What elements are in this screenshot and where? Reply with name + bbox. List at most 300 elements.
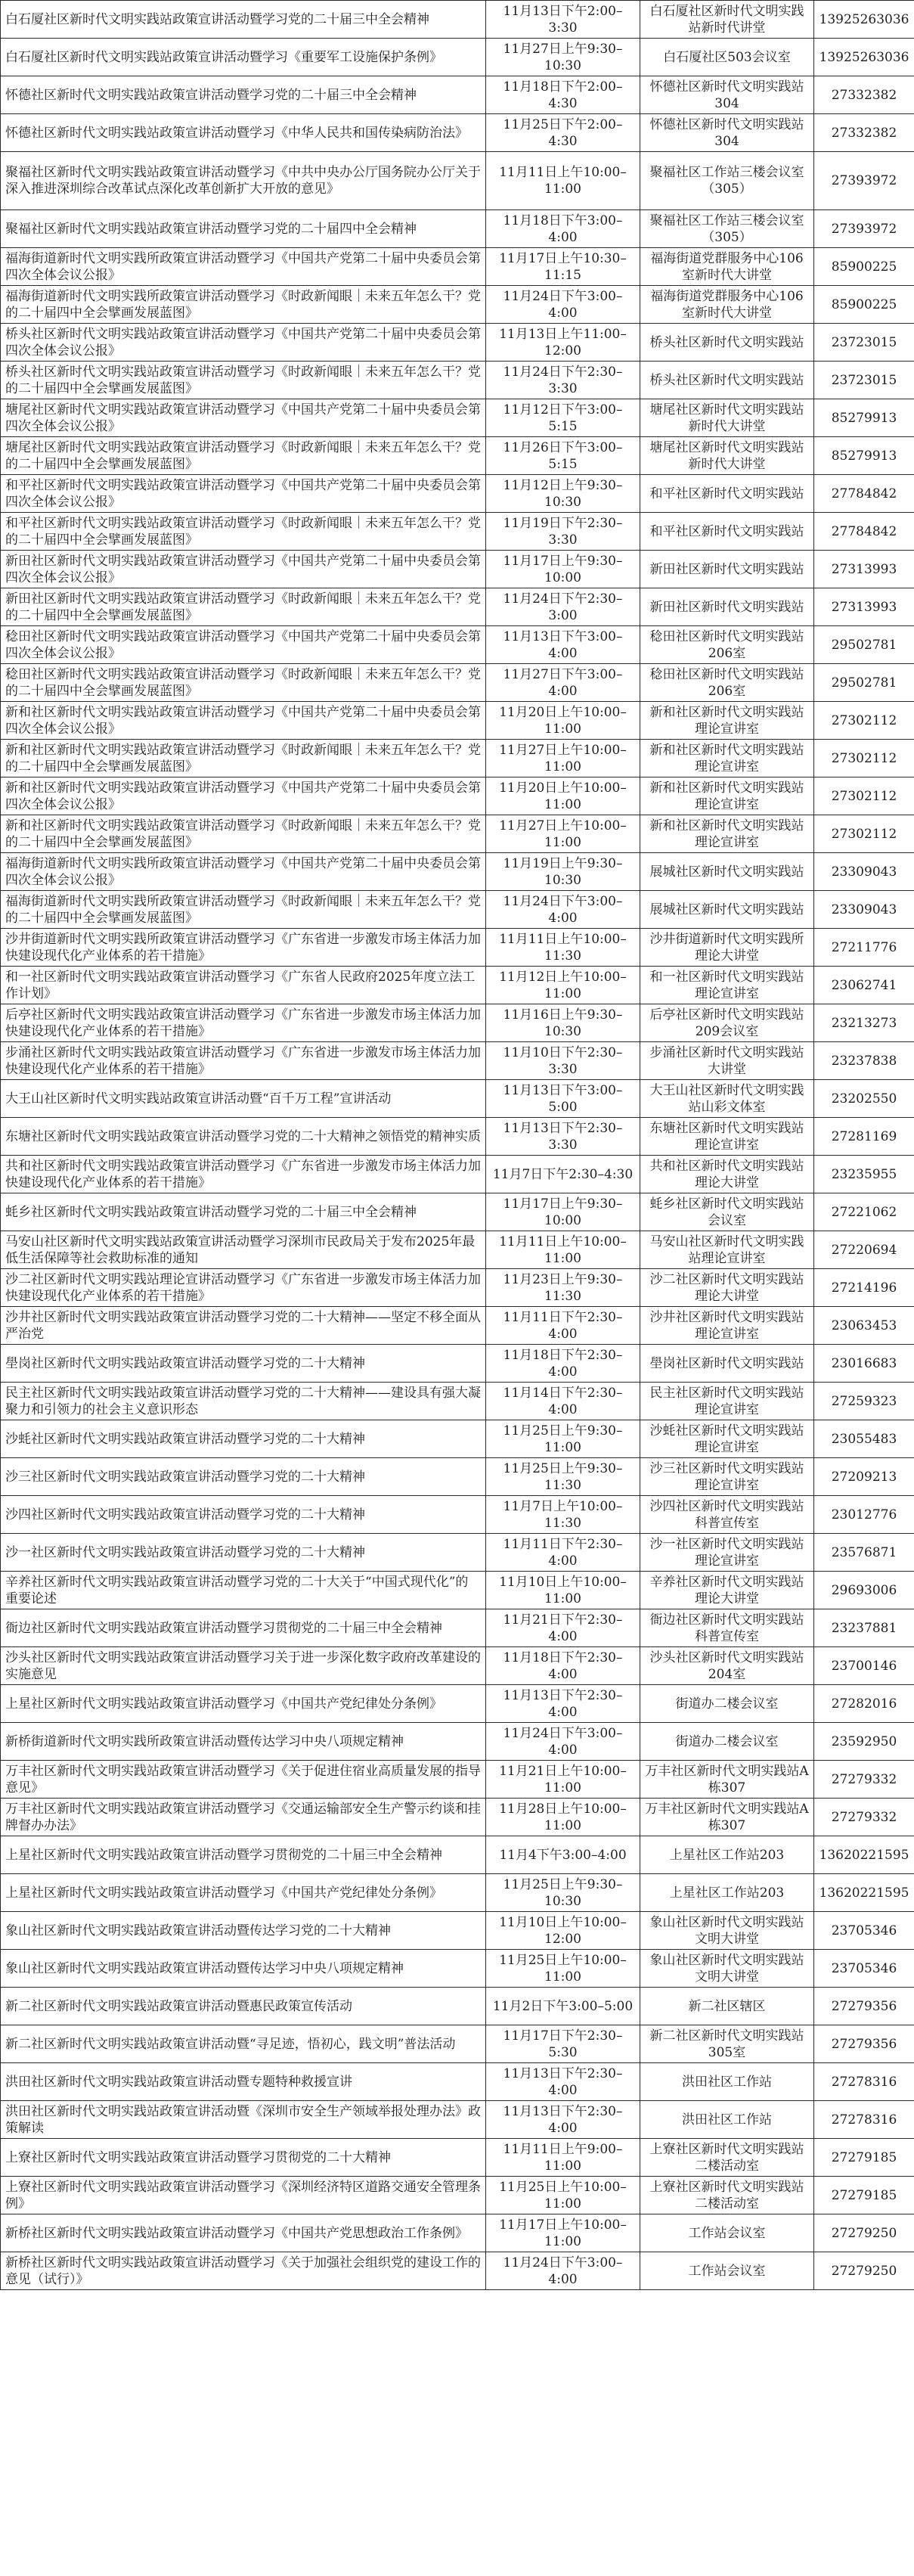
table-row	[1, 1647, 914, 1685]
activity-topic: 上星社区新时代文明实践站政策宣讲活动暨学习贯彻党的二十届三中全会精神	[1, 1836, 486, 1874]
table-row	[1, 1761, 914, 1799]
activity-time: 11月23日上午9:30–11:30	[486, 1269, 640, 1307]
activity-time: 11月7日上午10:00–11:30	[486, 1496, 640, 1534]
activity-venue: 沙蚝社区新时代文明实践站理论宣讲室	[640, 1420, 814, 1458]
activity-topic: 新和社区新时代文明实践站政策宣讲活动暨学习《中国共产党第二十届中央委员会第四次全体会议公报》	[1, 702, 486, 740]
activity-venue: 民主社区新时代文明实践站理论宣讲室	[640, 1383, 814, 1420]
activity-topic: 新桥街道新时代文明实践所政策宣讲活动暨传达学习中央八项规定精神	[1, 1723, 486, 1761]
activity-venue: 白石厦社区503会议室	[640, 39, 814, 76]
activity-time: 11月13日下午3:00–5:00	[486, 1080, 640, 1118]
activity-venue: 怀德社区新时代文明实践站304	[640, 114, 814, 152]
activity-topic: 上寮社区新时代文明实践站政策宣讲活动暨学习《深圳经济特区道路交通安全管理条例》	[1, 2177, 486, 2214]
activity-time: 11月10日上午10:00–11:00	[486, 1572, 640, 1609]
table-row	[1, 1307, 914, 1345]
activity-venue: 和平社区新时代文明实践站	[640, 513, 814, 551]
contact-phone: 13620221595	[814, 1874, 914, 1912]
activity-time: 11月17日上午10:30–11:15	[486, 248, 640, 286]
contact-phone: 23723015	[814, 362, 914, 399]
table-row	[1, 588, 914, 626]
table-row	[1, 248, 914, 286]
activity-venue: 白石厦社区新时代文明实践站新时代讲堂	[640, 1, 814, 39]
activity-venue: 桥头社区新时代文明实践站	[640, 362, 814, 399]
activity-topic: 桥头社区新时代文明实践站政策宣讲活动暨学习《中国共产党第二十届中央委员会第四次全体会议公报》	[1, 324, 486, 362]
table-row	[1, 1193, 914, 1231]
activity-time: 11月13日下午2:30–4:00	[486, 1685, 640, 1723]
contact-phone: 23063453	[814, 1307, 914, 1345]
activity-topic: 壆岗社区新时代文明实践站政策宣讲活动暨学习党的二十大精神	[1, 1345, 486, 1383]
activity-topic: 新和社区新时代文明实践站政策宣讲活动暨学习《时政新闻眼｜未来五年怎么干？党的二十届四中全会擘画发展蓝图》	[1, 740, 486, 777]
table-row	[1, 1988, 914, 2025]
activity-topic: 万丰社区新时代文明实践站政策宣讲活动暨学习《交通运输部安全生产警示约谈和挂牌督办办法》	[1, 1799, 486, 1836]
activity-venue: 塘尾社区新时代文明实践站新时代大讲堂	[640, 437, 814, 475]
activity-venue: 上寮社区新时代文明实践站二楼活动室	[640, 2177, 814, 2214]
contact-phone: 27332382	[814, 76, 914, 114]
activity-time: 11月25日上午10:00–11:00	[486, 2177, 640, 2214]
table-row	[1, 1685, 914, 1723]
activity-topic: 稔田社区新时代文明实践站政策宣讲活动暨学习《时政新闻眼｜未来五年怎么干？党的二十届四中全会擘画发展蓝图》	[1, 664, 486, 702]
contact-phone: 27784842	[814, 475, 914, 513]
activity-time: 11月11日上午10:00–11:00	[486, 152, 640, 210]
contact-phone: 23213273	[814, 1004, 914, 1042]
activity-time: 11月21日下午2:30–4:00	[486, 1609, 640, 1647]
activity-venue: 衙边社区新时代文明实践站科普宣传室	[640, 1609, 814, 1647]
activity-venue: 新和社区新时代文明实践站理论宣讲室	[640, 702, 814, 740]
activity-topic: 洪田社区新时代文明实践站政策宣讲活动暨《深圳市安全生产领域举报处理办法》政策解读	[1, 2101, 486, 2139]
table-row	[1, 437, 914, 475]
activity-venue: 东塘社区新时代文明实践站理论宣讲室	[640, 1118, 814, 1156]
table-row	[1, 76, 914, 114]
activity-topic: 沙三社区新时代文明实践站政策宣讲活动暨学习党的二十大精神	[1, 1458, 486, 1496]
contact-phone: 23723015	[814, 324, 914, 362]
contact-phone: 23592950	[814, 1723, 914, 1761]
table-row	[1, 551, 914, 588]
activity-time: 11月11日上午10:00–11:00	[486, 1231, 640, 1269]
activity-topic: 新和社区新时代文明实践站政策宣讲活动暨学习《时政新闻眼｜未来五年怎么干？党的二十届四中全会擘画发展蓝图》	[1, 815, 486, 853]
contact-phone: 85900225	[814, 286, 914, 324]
activity-time: 11月24日下午3:00–4:00	[486, 1723, 640, 1761]
activity-venue: 新二社区新时代文明实践站305室	[640, 2025, 814, 2063]
table-row	[1, 1383, 914, 1420]
contact-phone: 85279913	[814, 437, 914, 475]
activity-time: 11月21日上午10:00–11:00	[486, 1761, 640, 1799]
activity-venue: 马安山社区新时代文明实践站理论宣讲室	[640, 1231, 814, 1269]
contact-phone: 27313993	[814, 588, 914, 626]
contact-phone: 27393972	[814, 152, 914, 210]
table-row	[1, 1231, 914, 1269]
activity-venue: 塘尾社区新时代文明实践站新时代大讲堂	[640, 399, 814, 437]
table-row	[1, 2214, 914, 2252]
activity-venue: 万丰社区新时代文明实践站A栋307	[640, 1761, 814, 1799]
activity-venue: 新田社区新时代文明实践站	[640, 588, 814, 626]
contact-phone: 29693006	[814, 1572, 914, 1609]
activity-topic: 福海街道新时代文明实践所政策宣讲活动暨学习《时政新闻眼｜未来五年怎么干？党的二十届四中全会擘画发展蓝图》	[1, 891, 486, 929]
contact-phone: 27259323	[814, 1383, 914, 1420]
activity-topic: 沙二社区新时代文明实践站理论宣讲活动暨学习《广东省进一步激发市场主体活力加快建设现代化产业体系的若干措施》	[1, 1269, 486, 1307]
activity-time: 11月13日下午2:30–4:00	[486, 2101, 640, 2139]
activity-topic: 和一社区新时代文明实践站政策宣讲活动暨学习《广东省人民政府2025年度立法工作计划》	[1, 967, 486, 1004]
activity-venue: 沙头社区新时代文明实践站204室	[640, 1647, 814, 1685]
table-row	[1, 114, 914, 152]
activity-topic: 福海街道新时代文明实践所政策宣讲活动暨学习《中国共产党第二十届中央委员会第四次全体会议公报》	[1, 248, 486, 286]
contact-phone: 13925263036	[814, 1, 914, 39]
table-row	[1, 2139, 914, 2177]
table-row	[1, 1156, 914, 1193]
activity-topic: 步涌社区新时代文明实践站政策宣讲活动暨学习《广东省进一步激发市场主体活力加快建设现代化产业体系的若干措施》	[1, 1042, 486, 1080]
contact-phone: 27393972	[814, 210, 914, 248]
activity-venue: 沙井社区新时代文明实践站理论宣讲室	[640, 1307, 814, 1345]
contact-phone: 85279913	[814, 399, 914, 437]
contact-phone: 23235955	[814, 1156, 914, 1193]
activity-time: 11月13日下午3:00–4:00	[486, 626, 640, 664]
activity-topic: 怀德社区新时代文明实践站政策宣讲活动暨学习党的二十届三中全会精神	[1, 76, 486, 114]
table-row	[1, 2025, 914, 2063]
contact-phone: 27332382	[814, 114, 914, 152]
activity-topic: 塘尾社区新时代文明实践站政策宣讲活动暨学习《时政新闻眼｜未来五年怎么干？党的二十届四中全会擘画发展蓝图》	[1, 437, 486, 475]
activity-time: 11月17日下午2:30–5:30	[486, 2025, 640, 2063]
table-row	[1, 1836, 914, 1874]
activity-time: 11月17日上午9:30–10:00	[486, 551, 640, 588]
contact-phone: 13925263036	[814, 39, 914, 76]
contact-phone: 27302112	[814, 702, 914, 740]
table-row	[1, 891, 914, 929]
activity-topic: 后亭社区新时代文明实践站政策宣讲活动暨学习《广东省进一步激发市场主体活力加快建设现代化产业体系的若干措施》	[1, 1004, 486, 1042]
activity-venue: 后亭社区新时代文明实践站209会议室	[640, 1004, 814, 1042]
activity-topic: 民主社区新时代文明实践站政策宣讲活动暨学习党的二十大精神——建设具有强大凝聚力和引领力的社会主义意识形态	[1, 1383, 486, 1420]
activity-venue: 展城社区新时代文明实践站	[640, 853, 814, 891]
contact-phone: 27784842	[814, 513, 914, 551]
activity-time: 11月13日下午2:00–3:30	[486, 1, 640, 39]
activity-venue: 聚福社区工作站三楼会议室（305）	[640, 152, 814, 210]
activity-time: 11月24日下午2:30–3:30	[486, 362, 640, 399]
table-row	[1, 1269, 914, 1307]
table-row	[1, 286, 914, 324]
activity-venue: 街道办二楼会议室	[640, 1723, 814, 1761]
table-row	[1, 1572, 914, 1609]
contact-phone: 23012776	[814, 1496, 914, 1534]
table-row	[1, 152, 914, 210]
activity-topic: 上星社区新时代文明实践站政策宣讲活动暨学习《中国共产党纪律处分条例》	[1, 1685, 486, 1723]
activity-topic: 马安山社区新时代文明实践站政策宣讲活动暨学习深圳市民政局关于发布2025年最低生活保障等社会救助标准的通知	[1, 1231, 486, 1269]
contact-phone: 29502781	[814, 664, 914, 702]
activity-venue: 沙三社区新时代文明实践站理论宣讲室	[640, 1458, 814, 1496]
activity-venue: 洪田社区工作站	[640, 2101, 814, 2139]
activity-venue: 聚福社区工作站三楼会议室（305）	[640, 210, 814, 248]
activity-topic: 和平社区新时代文明实践站政策宣讲活动暨学习《中国共产党第二十届中央委员会第四次全体会议公报》	[1, 475, 486, 513]
activity-topic: 聚福社区新时代文明实践站政策宣讲活动暨学习《中共中央办公厅国务院办公厅关于深入推进深圳综合改革试点深化改革创新扩大开放的意见》	[1, 152, 486, 210]
activity-venue: 展城社区新时代文明实践站	[640, 891, 814, 929]
activity-topic: 聚福社区新时代文明实践站政策宣讲活动暨学习党的二十届四中全会精神	[1, 210, 486, 248]
table-row	[1, 1420, 914, 1458]
activity-time: 11月12日上午10:00–11:00	[486, 967, 640, 1004]
contact-phone: 23705346	[814, 1912, 914, 1950]
activity-time: 11月13日下午2:30–3:30	[486, 1118, 640, 1156]
activity-time: 11月20日上午10:00–11:00	[486, 702, 640, 740]
table-row	[1, 1042, 914, 1080]
activity-topic: 沙四社区新时代文明实践站政策宣讲活动暨学习党的二十大精神	[1, 1496, 486, 1534]
activity-time: 11月11日下午2:30–4:00	[486, 1534, 640, 1572]
activity-time: 11月18日下午2:00–4:30	[486, 76, 640, 114]
activity-time: 11月27日上午10:00–11:00	[486, 740, 640, 777]
contact-phone: 27279332	[814, 1761, 914, 1799]
activity-topic: 象山社区新时代文明实践站政策宣讲活动暨传达学习党的二十大精神	[1, 1912, 486, 1950]
table-row	[1, 1874, 914, 1912]
activity-topic: 蚝乡社区新时代文明实践站政策宣讲活动暨学习党的二十届三中全会精神	[1, 1193, 486, 1231]
contact-phone: 23202550	[814, 1080, 914, 1118]
activity-venue: 万丰社区新时代文明实践站A栋307	[640, 1799, 814, 1836]
activity-topic: 塘尾社区新时代文明实践站政策宣讲活动暨学习《中国共产党第二十届中央委员会第四次全体会议公报》	[1, 399, 486, 437]
contact-phone: 27302112	[814, 815, 914, 853]
activity-venue: 稔田社区新时代文明实践站206室	[640, 664, 814, 702]
activity-topic: 大王山社区新时代文明实践站政策宣讲活动暨“百千万工程”宣讲活动	[1, 1080, 486, 1118]
activity-time: 11月13日下午2:30–4:00	[486, 2063, 640, 2101]
activity-time: 11月28日上午10:00–11:00	[486, 1799, 640, 1836]
activity-venue: 工作站会议室	[640, 2214, 814, 2252]
contact-phone: 27278316	[814, 2101, 914, 2139]
activity-venue: 福海街道党群服务中心106室新时代大讲堂	[640, 248, 814, 286]
activity-time: 11月18日下午2:30–4:00	[486, 1647, 640, 1685]
activity-venue: 步涌社区新时代文明实践站大讲堂	[640, 1042, 814, 1080]
activity-venue: 共和社区新时代文明实践站理论大讲堂	[640, 1156, 814, 1193]
contact-phone: 23062741	[814, 967, 914, 1004]
contact-phone: 27279356	[814, 1988, 914, 2025]
contact-phone: 27302112	[814, 777, 914, 815]
table-row	[1, 2252, 914, 2290]
contact-phone: 27278316	[814, 2063, 914, 2101]
contact-phone: 27214196	[814, 1269, 914, 1307]
activity-venue: 洪田社区工作站	[640, 2063, 814, 2101]
activity-time: 11月4下午3:00–4:00	[486, 1836, 640, 1874]
contact-phone: 23055483	[814, 1420, 914, 1458]
activity-topic: 新和社区新时代文明实践站政策宣讲活动暨学习《中国共产党第二十届中央委员会第四次全体会议公报》	[1, 777, 486, 815]
table-row	[1, 2063, 914, 2101]
activity-venue: 和一社区新时代文明实践站理论宣讲室	[640, 967, 814, 1004]
activity-topic: 白石厦社区新时代文明实践站政策宣讲活动暨学习《重要军工设施保护条例》	[1, 39, 486, 76]
table-row	[1, 1723, 914, 1761]
activity-time: 11月14日下午2:30–4:00	[486, 1383, 640, 1420]
activity-time: 11月11日上午9:00–11:00	[486, 2139, 640, 2177]
contact-phone: 23237881	[814, 1609, 914, 1647]
contact-phone: 23309043	[814, 891, 914, 929]
activity-topic: 沙井街道新时代文明实践所政策宣讲活动暨学习《广东省进一步激发市场主体活力加快建设现代化产业体系的若干措施》	[1, 929, 486, 967]
activity-venue: 福海街道党群服务中心106室新时代大讲堂	[640, 286, 814, 324]
contact-phone: 27279332	[814, 1799, 914, 1836]
table-row	[1, 777, 914, 815]
activity-time: 11月13日上午11:00–12:00	[486, 324, 640, 362]
contact-phone: 27313993	[814, 551, 914, 588]
activity-venue: 怀德社区新时代文明实践站304	[640, 76, 814, 114]
activity-time: 11月24日下午2:30–3:00	[486, 588, 640, 626]
table-row	[1, 1004, 914, 1042]
table-row	[1, 39, 914, 76]
contact-phone: 29502781	[814, 626, 914, 664]
contact-phone: 27282016	[814, 1685, 914, 1723]
activity-time: 11月17日上午9:30–10:00	[486, 1193, 640, 1231]
activity-time: 11月24日下午3:00–4:00	[486, 2252, 640, 2290]
activity-time: 11月27日下午3:00–4:00	[486, 664, 640, 702]
activity-topic: 辛养社区新时代文明实践站政策宣讲活动暨学习党的二十大关于“中国式现代化”的重要论述	[1, 1572, 486, 1609]
contact-phone: 27221062	[814, 1193, 914, 1231]
activity-topic: 沙井社区新时代文明实践站政策宣讲活动暨学习党的二十大精神——坚定不移全面从严治党	[1, 1307, 486, 1345]
table-row	[1, 362, 914, 399]
table-row	[1, 1609, 914, 1647]
activity-topic: 洪田社区新时代文明实践站政策宣讲活动暨专题特种救援宣讲	[1, 2063, 486, 2101]
activity-topic: 上寮社区新时代文明实践站政策宣讲活动暨学习贯彻党的二十大精神	[1, 2139, 486, 2177]
activity-venue: 壆岗社区新时代文明实践站	[640, 1345, 814, 1383]
contact-phone: 27209213	[814, 1458, 914, 1496]
contact-phone: 27279185	[814, 2177, 914, 2214]
activity-venue: 新和社区新时代文明实践站理论宣讲室	[640, 777, 814, 815]
activity-time: 11月11日下午2:30–4:00	[486, 1307, 640, 1345]
contact-phone: 23016683	[814, 1345, 914, 1383]
activity-time: 11月24日下午3:00–4:00	[486, 286, 640, 324]
activity-venue: 新二社区辖区	[640, 1988, 814, 2025]
activity-topic: 白石厦社区新时代文明实践站政策宣讲活动暨学习党的二十届三中全会精神	[1, 1, 486, 39]
contact-phone: 27281169	[814, 1118, 914, 1156]
activity-venue: 象山社区新时代文明实践站文明大讲堂	[640, 1912, 814, 1950]
activity-venue: 上星社区工作站203	[640, 1836, 814, 1874]
contact-phone: 27279250	[814, 2214, 914, 2252]
table-row	[1, 2101, 914, 2139]
activity-topic: 和平社区新时代文明实践站政策宣讲活动暨学习《时政新闻眼｜未来五年怎么干？党的二十届四中全会擘画发展蓝图》	[1, 513, 486, 551]
activity-time: 11月18日下午3:00–4:00	[486, 210, 640, 248]
activity-topic: 新二社区新时代文明实践站政策宣讲活动暨“寻足迹，悟初心，践文明”普法活动	[1, 2025, 486, 2063]
table-row	[1, 1080, 914, 1118]
activity-time: 11月11日上午10:00–11:30	[486, 929, 640, 967]
activity-venue: 沙四社区新时代文明实践站科普宣传室	[640, 1496, 814, 1534]
activity-topic: 福海街道新时代文明实践所政策宣讲活动暨学习《时政新闻眼｜未来五年怎么干？党的二十届四中全会擘画发展蓝图》	[1, 286, 486, 324]
activity-time: 11月25日上午9:30–11:00	[486, 1420, 640, 1458]
table-row	[1, 324, 914, 362]
activity-topic: 新桥社区新时代文明实践站政策宣讲活动暨学习《关于加强社会组织党的建设工作的意见（试行）》	[1, 2252, 486, 2290]
activity-topic: 桥头社区新时代文明实践站政策宣讲活动暨学习《时政新闻眼｜未来五年怎么干？党的二十届四中全会擘画发展蓝图》	[1, 362, 486, 399]
activity-time: 11月20日上午10:00–11:00	[486, 777, 640, 815]
activity-time: 11月27日上午9:30–10:30	[486, 39, 640, 76]
table-row	[1, 815, 914, 853]
activity-venue: 沙一社区新时代文明实践站理论宣讲室	[640, 1534, 814, 1572]
activity-topic: 怀德社区新时代文明实践站政策宣讲活动暨学习《中华人民共和国传染病防治法》	[1, 114, 486, 152]
activity-topic: 沙头社区新时代文明实践站政策宣讲活动暨学习关于进一步深化数字政府改革建设的实施意见	[1, 1647, 486, 1685]
activity-venue: 上星社区工作站203	[640, 1874, 814, 1912]
table-row	[1, 664, 914, 702]
table-row	[1, 1345, 914, 1383]
contact-phone: 23700146	[814, 1647, 914, 1685]
activity-time: 11月12日下午3:00–5:15	[486, 399, 640, 437]
activity-topic: 象山社区新时代文明实践站政策宣讲活动暨传达学习中央八项规定精神	[1, 1950, 486, 1988]
activity-topic: 新田社区新时代文明实践站政策宣讲活动暨学习《中国共产党第二十届中央委员会第四次全体会议公报》	[1, 551, 486, 588]
activity-venue: 工作站会议室	[640, 2252, 814, 2290]
contact-phone: 27211776	[814, 929, 914, 967]
activity-venue: 象山社区新时代文明实践站文明大讲堂	[640, 1950, 814, 1988]
activity-time: 11月26日下午3:00–5:15	[486, 437, 640, 475]
contact-phone: 23576871	[814, 1534, 914, 1572]
table-row	[1, 1950, 914, 1988]
activity-time: 11月17日上午10:00–11:00	[486, 2214, 640, 2252]
activity-time: 11月19日下午2:30–3:30	[486, 513, 640, 551]
table-row	[1, 1496, 914, 1534]
table-row	[1, 853, 914, 891]
activity-time: 11月19日上午9:30–10:30	[486, 853, 640, 891]
activity-topic: 共和社区新时代文明实践站政策宣讲活动暨学习《广东省进一步激发市场主体活力加快建设现代化产业体系的若干措施》	[1, 1156, 486, 1193]
activity-venue: 新田社区新时代文明实践站	[640, 551, 814, 588]
table-row	[1, 740, 914, 777]
activity-topic: 新田社区新时代文明实践站政策宣讲活动暨学习《时政新闻眼｜未来五年怎么干？党的二十届四中全会擘画发展蓝图》	[1, 588, 486, 626]
activity-venue: 新和社区新时代文明实践站理论宣讲室	[640, 740, 814, 777]
table-row	[1, 399, 914, 437]
contact-phone: 23309043	[814, 853, 914, 891]
table-row	[1, 967, 914, 1004]
activity-time: 11月24日下午3:00–4:00	[486, 891, 640, 929]
activity-venue: 辛养社区新时代文明实践站理论大讲堂	[640, 1572, 814, 1609]
contact-phone: 27279356	[814, 2025, 914, 2063]
activity-time: 11月27日上午10:00–11:00	[486, 815, 640, 853]
table-row	[1, 1118, 914, 1156]
activity-venue: 和平社区新时代文明实践站	[640, 475, 814, 513]
activity-time: 11月10日下午2:30–3:30	[486, 1042, 640, 1080]
table-row	[1, 1534, 914, 1572]
table-row	[1, 1912, 914, 1950]
activity-venue: 稔田社区新时代文明实践站206室	[640, 626, 814, 664]
activity-time: 11月25日上午9:30–11:30	[486, 1458, 640, 1496]
activity-venue: 沙井街道新时代文明实践所理论大讲堂	[640, 929, 814, 967]
contact-phone: 27279250	[814, 2252, 914, 2290]
activity-topic: 衙边社区新时代文明实践站政策宣讲活动暨学习贯彻党的二十届三中全会精神	[1, 1609, 486, 1647]
contact-phone: 23705346	[814, 1950, 914, 1988]
activity-venue: 蚝乡社区新时代文明实践站会议室	[640, 1193, 814, 1231]
table-row	[1, 702, 914, 740]
activity-time: 11月16日上午9:30–10:30	[486, 1004, 640, 1042]
activity-venue: 上寮社区新时代文明实践站二楼活动室	[640, 2139, 814, 2177]
activity-time: 11月2日下午3:00–5:00	[486, 1988, 640, 2025]
table-row	[1, 475, 914, 513]
table-row	[1, 929, 914, 967]
activity-time: 11月18日下午2:30–4:00	[486, 1345, 640, 1383]
activity-topic: 新二社区新时代文明实践站政策宣讲活动暨惠民政策宣传活动	[1, 1988, 486, 2025]
table-row	[1, 1799, 914, 1836]
contact-phone: 85900225	[814, 248, 914, 286]
activity-venue: 大王山社区新时代文明实践站山彩文体室	[640, 1080, 814, 1118]
activity-venue: 沙二社区新时代文明实践站理论大讲堂	[640, 1269, 814, 1307]
activity-time: 11月7日下午2:30–4:30	[486, 1156, 640, 1193]
activity-time: 11月25日下午2:00–4:30	[486, 114, 640, 152]
activity-topic: 上星社区新时代文明实践站政策宣讲活动暨学习《中国共产党纪律处分条例》	[1, 1874, 486, 1912]
schedule-body	[1, 1, 914, 2290]
activity-topic: 福海街道新时代文明实践所政策宣讲活动暨学习《中国共产党第二十届中央委员会第四次全体会议公报》	[1, 853, 486, 891]
table-row	[1, 513, 914, 551]
contact-phone: 27302112	[814, 740, 914, 777]
contact-phone: 13620221595	[814, 1836, 914, 1874]
table-row	[1, 1, 914, 39]
activity-venue: 新和社区新时代文明实践站理论宣讲室	[640, 815, 814, 853]
table-row	[1, 2177, 914, 2214]
activity-time: 11月10日上午10:00–12:00	[486, 1912, 640, 1950]
contact-phone: 23237838	[814, 1042, 914, 1080]
activity-topic: 沙蚝社区新时代文明实践站政策宣讲活动暨学习党的二十大精神	[1, 1420, 486, 1458]
activity-venue: 桥头社区新时代文明实践站	[640, 324, 814, 362]
activity-time: 11月12日上午9:30–10:30	[486, 475, 640, 513]
activity-time: 11月25日上午10:00–11:00	[486, 1950, 640, 1988]
activity-topic: 沙一社区新时代文明实践站政策宣讲活动暨学习党的二十大精神	[1, 1534, 486, 1572]
activity-topic: 东塘社区新时代文明实践站政策宣讲活动暨学习党的二十大精神之领悟党的精神实质	[1, 1118, 486, 1156]
activity-venue: 街道办二楼会议室	[640, 1685, 814, 1723]
activity-topic: 稔田社区新时代文明实践站政策宣讲活动暨学习《中国共产党第二十届中央委员会第四次全体会议公报》	[1, 626, 486, 664]
table-row	[1, 1458, 914, 1496]
table-row	[1, 210, 914, 248]
activity-topic: 新桥社区新时代文明实践站政策宣讲活动暨学习《中国共产党思想政治工作条例》	[1, 2214, 486, 2252]
activity-topic: 万丰社区新时代文明实践站政策宣讲活动暨学习《关于促进住宿业高质量发展的指导意见》	[1, 1761, 486, 1799]
table-row	[1, 626, 914, 664]
contact-phone: 27279185	[814, 2139, 914, 2177]
activity-time: 11月25日上午9:30–10:30	[486, 1874, 640, 1912]
